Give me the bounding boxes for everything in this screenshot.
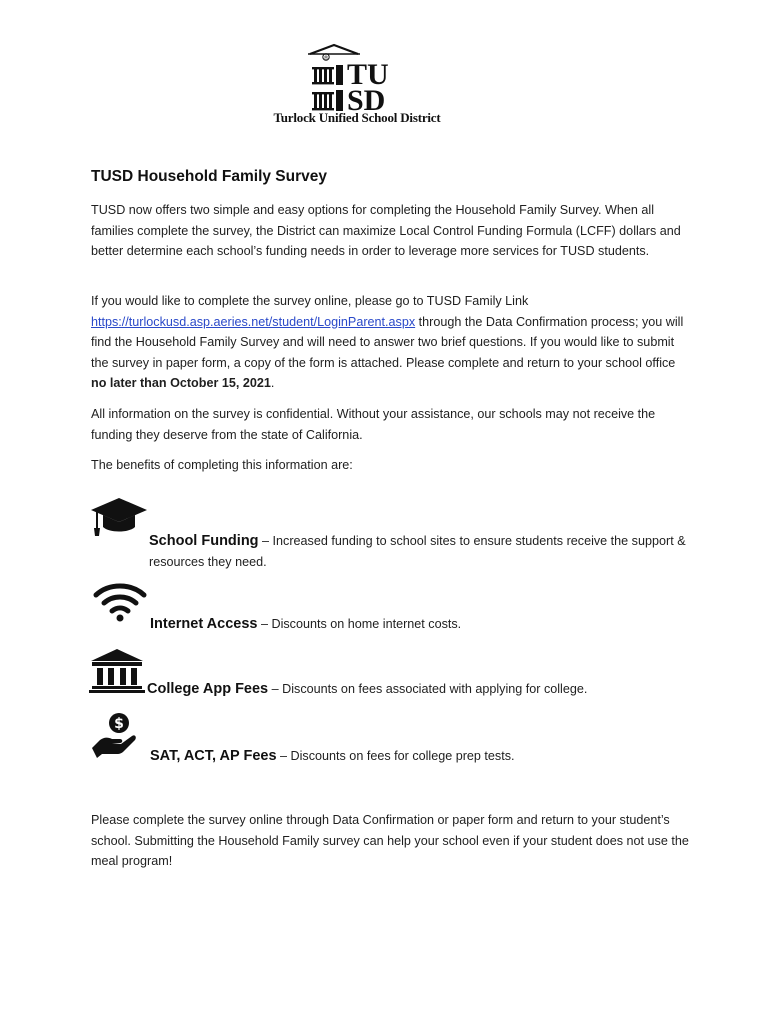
benefits-intro: The benefits of completing this information are: [91,458,353,472]
intro-paragraph: TUSD now offers two simple and easy options for completing the Household Family Survey. When all families complete the survey, the District can maximize Local Control Funding Formula (LCFF) dollars and better determine each school’s funding needs in order to leverage more services for TUSD students. [91,203,681,259]
closing-paragraph: Please complete the survey online through Data Confirmation or paper form and return to your student’s school. Submitting the Household Family survey can help your school even if your student does not use the meal program! [91,813,689,869]
benefit-heading: School Funding [149,533,259,549]
benefit-test-fees [150,746,515,767]
benefit-description: – Increased funding to school sites to ensure students receive the support & resources they need. [149,534,686,569]
family-link-url[interactable]: https://turlockusd.asp.aeries.net/student/LoginParent.aspx [91,314,416,329]
benefit-heading: Internet Access [150,616,258,632]
graduation-cap-icon [89,494,149,538]
confidential-paragraph: All information on the survey is confidential. Without your assistance, our schools may not receive the funding they deserve from the state of California. [91,407,656,442]
svg-text:®: ® [323,55,329,62]
wifi-icon [93,582,147,622]
online-text-after-link: through the Data Confirmation process; you will find the Household Family Survey and will need to answer two brief questions. If you would like to submit the survey in paper form, a copy of the form is attached. Please complete and return to your school office [91,314,684,370]
deadline-text: no later than October 15, 2021 [91,376,271,391]
deadline-period: . [270,376,275,391]
district-name: Turlock Unified School District [273,110,441,125]
benefit-description: – Discounts on home internet costs. [257,617,462,631]
svg-text:$: $ [114,716,124,732]
online-instructions-paragraph [91,291,691,394]
benefit-description: – Discounts on fees for college prep tests. [276,749,515,763]
page-title: TUSD Household Family Survey [91,168,327,185]
benefit-heading: SAT, ACT, AP Fees [150,748,277,764]
svg-text:TU: TU [347,58,389,91]
benefit-college-app-fees [147,679,587,700]
benefit-internet-access [150,614,461,635]
svg-text:SD: SD [347,84,386,117]
bank-building-icon [89,647,145,693]
hand-money-icon [90,712,136,758]
online-text-before-link: If you would like to complete the survey online, please go to TUSD Family Link [91,294,529,308]
benefit-heading: College App Fees [147,681,269,697]
benefit-school-funding [149,531,689,572]
benefit-description: – Discounts on fees associated with applying for college. [268,682,588,696]
